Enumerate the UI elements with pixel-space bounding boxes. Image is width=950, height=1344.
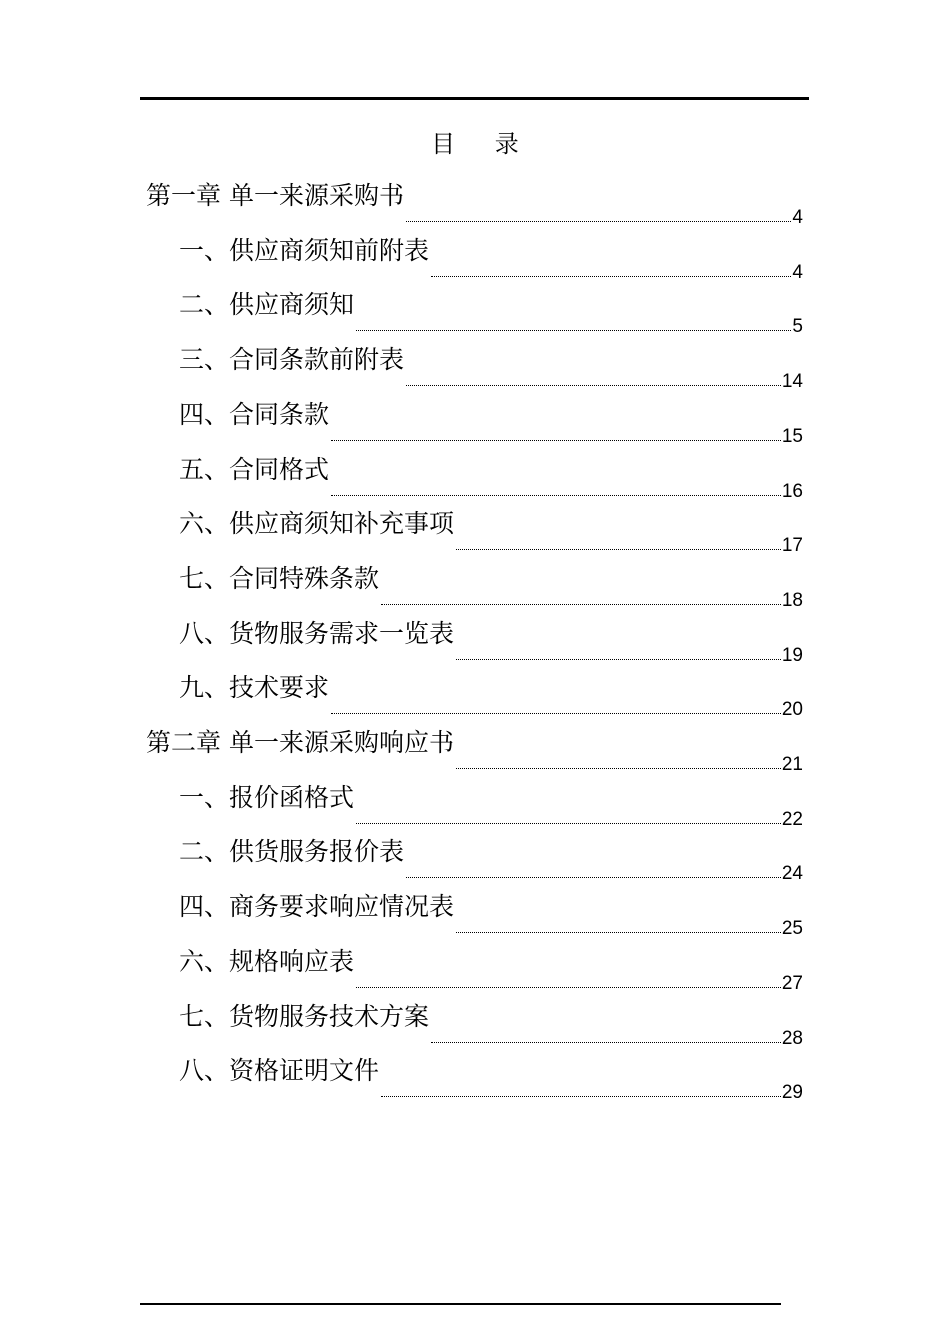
toc-entry[interactable] (0, 1055, 950, 1109)
toc-entry[interactable] (0, 508, 950, 562)
toc-entry[interactable] (0, 289, 950, 343)
toc-chapter-label: 第一章 单一来源采购书 (146, 181, 404, 210)
toc-page-number: 20 (781, 699, 803, 720)
toc-dot-leader (406, 221, 791, 222)
toc-section-label: 三、合同条款前附表 (179, 345, 405, 374)
toc-dot-leader (406, 877, 781, 878)
toc-dot-leader (381, 1096, 781, 1097)
toc-entry[interactable] (0, 180, 950, 234)
toc-dot-leader (331, 713, 781, 714)
toc-section-label: 七、合同特殊条款 (179, 564, 380, 593)
toc-entry[interactable] (0, 782, 950, 836)
toc-section-label: 一、报价函格式 (179, 783, 355, 812)
toc-section-label: 五、合同格式 (179, 455, 330, 484)
toc-entry[interactable] (0, 618, 950, 672)
toc-dot-leader (456, 932, 781, 933)
toc-page-number: 15 (781, 426, 803, 447)
toc-dot-leader (456, 549, 781, 550)
toc-dot-leader (406, 385, 781, 386)
toc-entry[interactable] (0, 672, 950, 726)
toc-entry[interactable] (0, 836, 950, 890)
toc-page-number: 29 (781, 1082, 803, 1103)
toc-page-number: 17 (781, 535, 803, 556)
toc-entry[interactable] (0, 1001, 950, 1055)
toc-page-number: 22 (781, 809, 803, 830)
toc-entry[interactable] (0, 454, 950, 508)
toc-dot-leader (356, 823, 781, 824)
toc-page-number: 4 (792, 207, 803, 228)
toc-page-number: 21 (781, 754, 803, 775)
toc-section-label: 六、供应商须知补充事项 (179, 509, 455, 538)
toc-page-number: 28 (781, 1028, 803, 1049)
toc-page-number: 16 (781, 481, 803, 502)
toc-dot-leader (331, 495, 781, 496)
toc-section-label: 二、供应商须知 (179, 290, 355, 319)
toc-section-label: 四、合同条款 (179, 400, 330, 429)
toc-page-number: 14 (781, 371, 803, 392)
toc-title: 目 录 (431, 130, 535, 158)
toc-page-number: 4 (792, 262, 803, 283)
toc-section-label: 八、资格证明文件 (179, 1056, 380, 1085)
toc-entry[interactable] (0, 946, 950, 1000)
toc-entry[interactable] (0, 727, 950, 781)
toc-section-label: 八、货物服务需求一览表 (179, 619, 455, 648)
toc-entry[interactable] (0, 563, 950, 617)
toc-section-label: 二、供货服务报价表 (179, 837, 405, 866)
toc-section-label: 四、商务要求响应情况表 (179, 892, 455, 921)
toc-entry[interactable] (0, 399, 950, 453)
toc-dot-leader (431, 276, 791, 277)
toc-page-number: 19 (781, 645, 803, 666)
toc-entry[interactable] (0, 344, 950, 398)
toc-dot-leader (381, 604, 781, 605)
toc-dot-leader (456, 659, 781, 660)
toc-entry[interactable] (0, 891, 950, 945)
toc-dot-leader (356, 330, 791, 331)
footer-rule (140, 1303, 781, 1305)
toc-page-number: 24 (781, 863, 803, 884)
toc-dot-leader (356, 987, 781, 988)
toc-section-label: 七、货物服务技术方案 (179, 1002, 430, 1031)
toc-page-number: 27 (781, 973, 803, 994)
toc-dot-leader (431, 1042, 781, 1043)
toc-page-number: 25 (781, 918, 803, 939)
toc-entry[interactable] (0, 235, 950, 289)
toc-page-number: 5 (792, 316, 803, 337)
toc-section-label: 一、供应商须知前附表 (179, 236, 430, 265)
toc-page-number: 18 (781, 590, 803, 611)
toc-chapter-label: 第二章 单一来源采购响应书 (146, 728, 454, 757)
toc-dot-leader (331, 440, 781, 441)
toc-section-label: 九、技术要求 (179, 673, 330, 702)
toc-section-label: 六、规格响应表 (179, 947, 355, 976)
toc-dot-leader (456, 768, 781, 769)
